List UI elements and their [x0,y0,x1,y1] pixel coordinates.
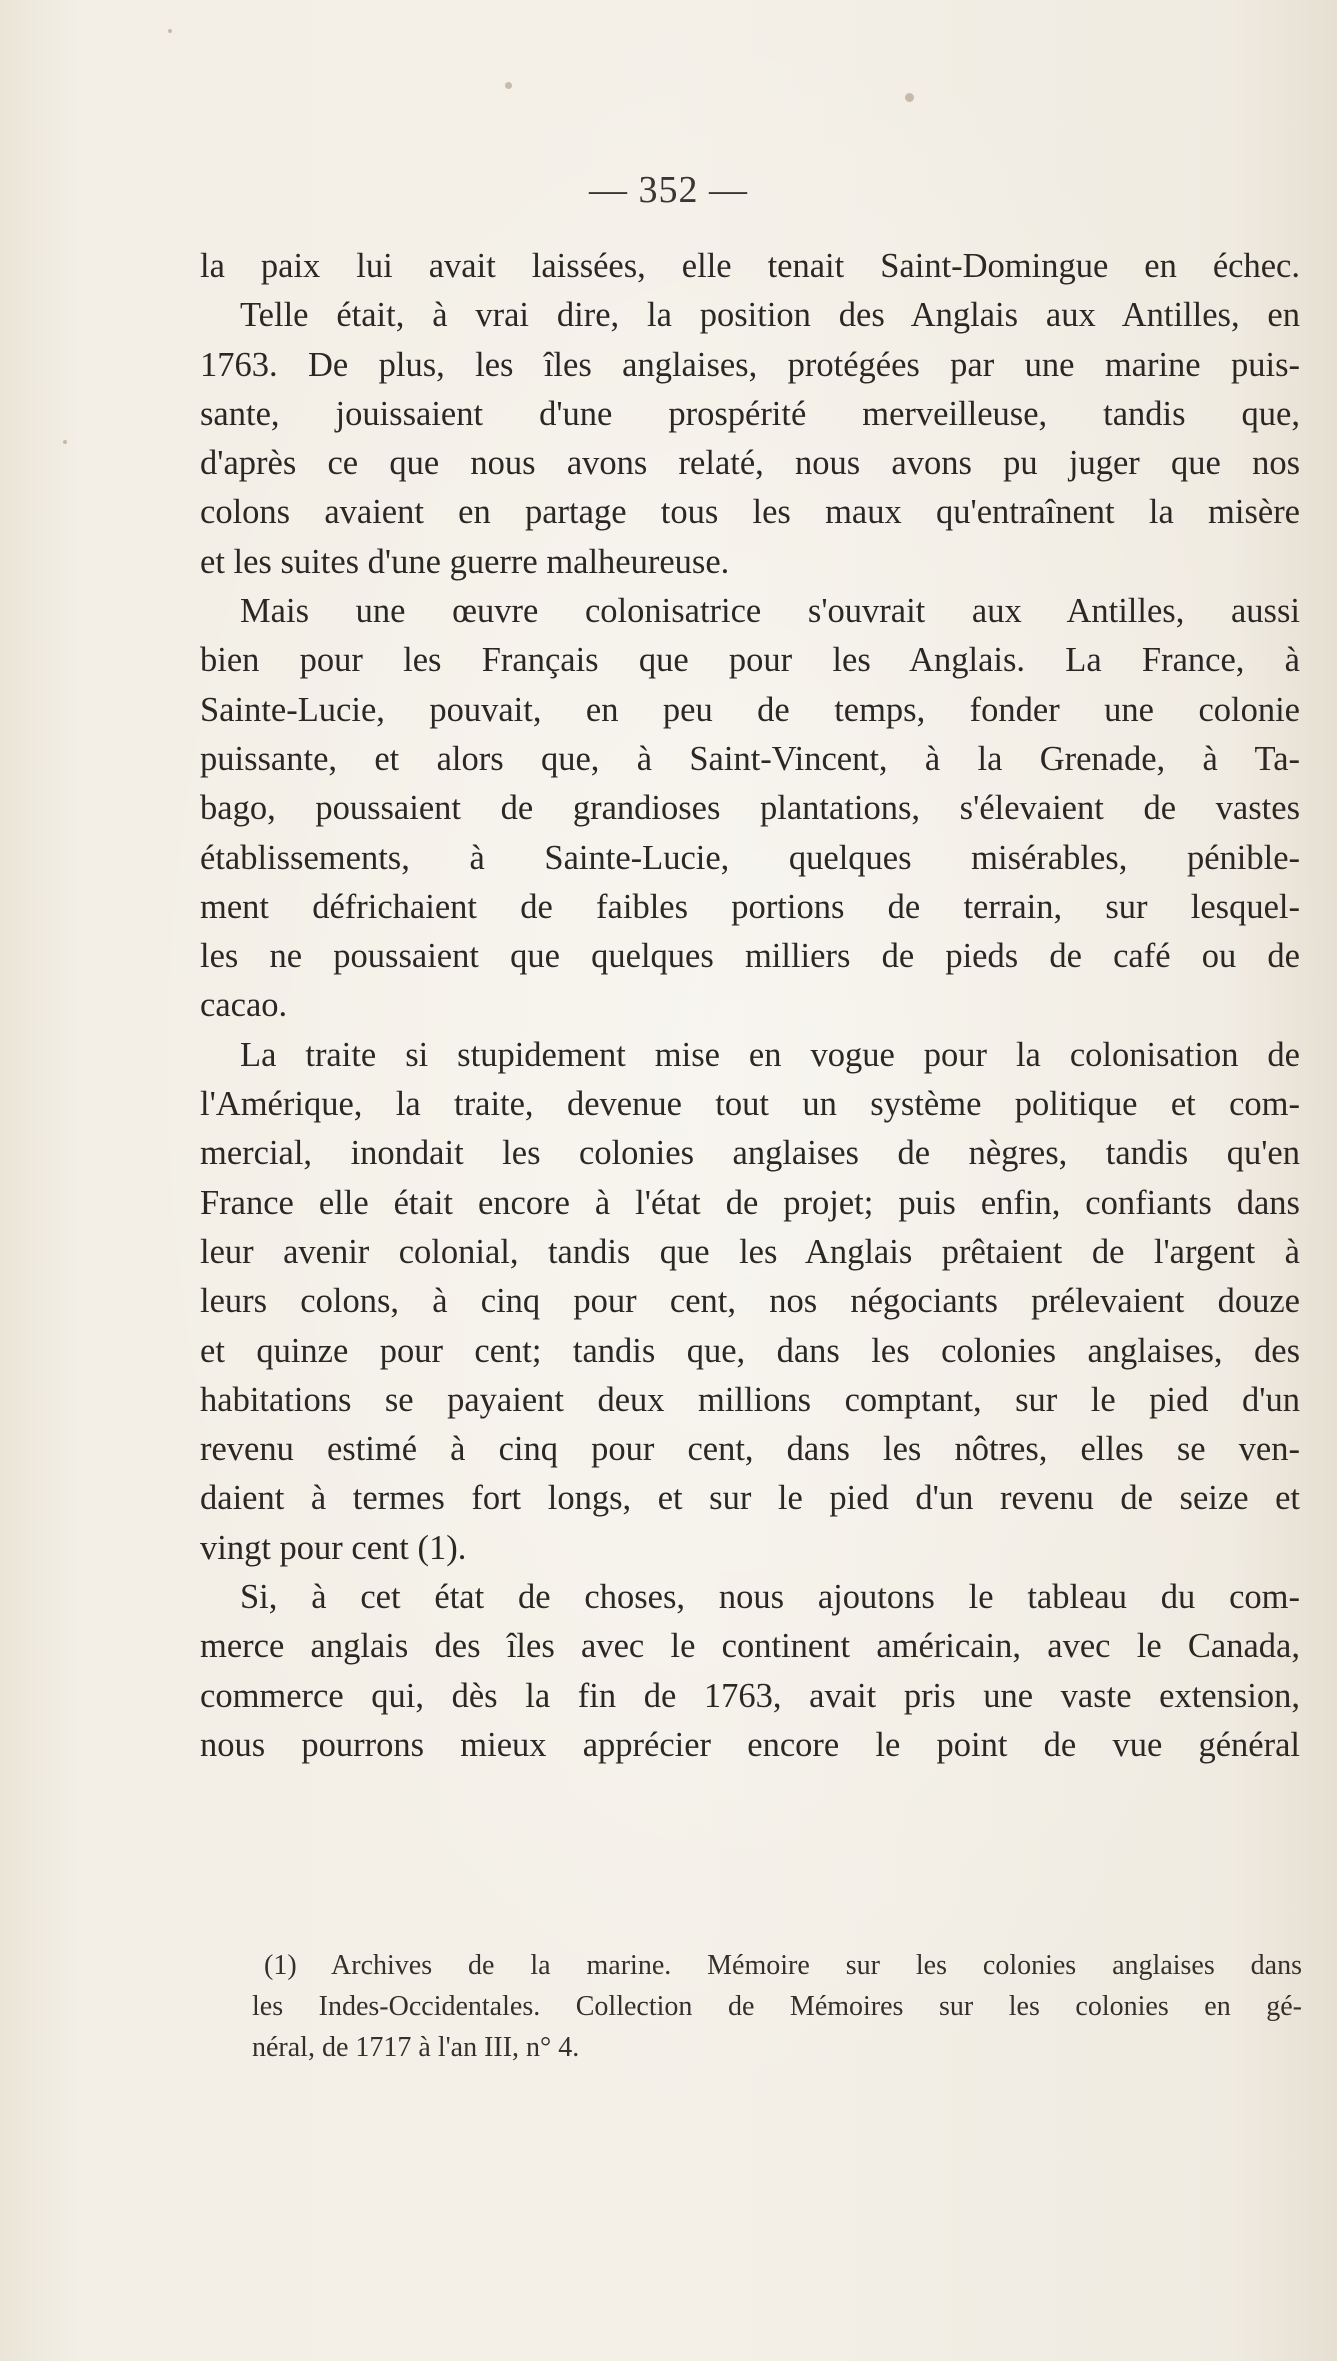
text-line: commerce qui, dès la fin de 1763, avait pris une vaste extension, [200,1676,1300,1715]
text-line: les ne poussaient que quelques milliers de pieds de café ou de [200,937,1300,976]
paper-speck [905,93,914,102]
text-line: 1763. De plus, les îles anglaises, protégées par une marine puis- [200,345,1300,384]
text-line: leurs colons, à cinq pour cent, nos négociants prélevaient douze [200,1282,1300,1321]
body-text [200,242,1300,1770]
text-line: Sainte-Lucie, pouvait, en peu de temps, fonder une colonie [200,690,1300,729]
text-line: France elle était encore à l'état de projet; puis enfin, confiants dans [200,1183,1300,1222]
text-line: l'Amérique, la traite, devenue tout un système politique et com- [200,1085,1300,1124]
paper-speck [168,29,172,33]
text-line: daient à termes fort longs, et sur le pied d'un revenu de seize et [200,1479,1300,1518]
text-line: colons avaient en partage tous les maux qu'entraînent la misère [200,493,1300,532]
text-line: Telle était, à vrai dire, la position des Anglais aux Antilles, en [240,296,1300,335]
text-line: bago, poussaient de grandioses plantations, s'élevaient de vastes [200,789,1300,828]
text-line: et les suites d'une guerre malheureuse. [200,542,730,581]
paper-speck [505,82,512,89]
text-line: établissements, à Sainte-Lucie, quelques misérables, pénible- [200,838,1300,877]
text-line: revenu estimé à cinq pour cent, dans les nôtres, elles se ven- [200,1430,1300,1469]
text-line: la paix lui avait laissées, elle tenait Saint-Domingue en échec. [200,247,1300,285]
text-line: habitations se payaient deux millions comptant, sur le pied d'un [200,1380,1300,1419]
page-number: — 352 — [589,169,748,211]
footnote [252,1945,1302,2068]
text-line: vingt pour cent (1). [200,1528,467,1567]
text-line: cacao. [200,986,288,1025]
paper-speck [63,440,67,444]
text-line: merce anglais des îles avec le continent américain, avec le Canada, [200,1627,1300,1666]
text-line: d'après ce que nous avons relaté, nous avons pu juger que nos [200,444,1300,483]
text-line: ment défrichaient de faibles portions de terrain, sur lesquel- [200,887,1300,926]
text-line: puissante, et alors que, à Saint-Vincent, à la Grenade, à Ta- [200,739,1300,778]
footnote-line: les Indes-Occidentales. Collection de Mémoires sur les colonies en gé- [252,1991,1302,2022]
text-line: La traite si stupidement mise en vogue pour la colonisation de [240,1035,1300,1074]
text-line: Mais une œuvre colonisatrice s'ouvrait aux Antilles, aussi [240,592,1300,631]
text-line: mercial, inondait les colonies anglaises de nègres, tandis qu'en [200,1134,1300,1173]
footnote-line: néral, de 1717 à l'an III, n° 4. [252,2032,580,2063]
text-line: nous pourrons mieux apprécier encore le point de vue général [200,1725,1300,1764]
text-line: Si, à cet état de choses, nous ajoutons le tableau du com- [240,1578,1300,1617]
text-line: sante, jouissaient d'une prospérité merveilleuse, tandis que, [200,394,1300,433]
text-line: leur avenir colonial, tandis que les Anglais prêtaient de l'argent à [200,1232,1300,1271]
text-line: bien pour les Français que pour les Anglais. La France, à [200,641,1300,680]
footnote-line: (1) Archives de la marine. Mémoire sur les colonies anglaises dans [264,1950,1302,1981]
text-line: et quinze pour cent; tandis que, dans les colonies anglaises, des [200,1331,1300,1370]
